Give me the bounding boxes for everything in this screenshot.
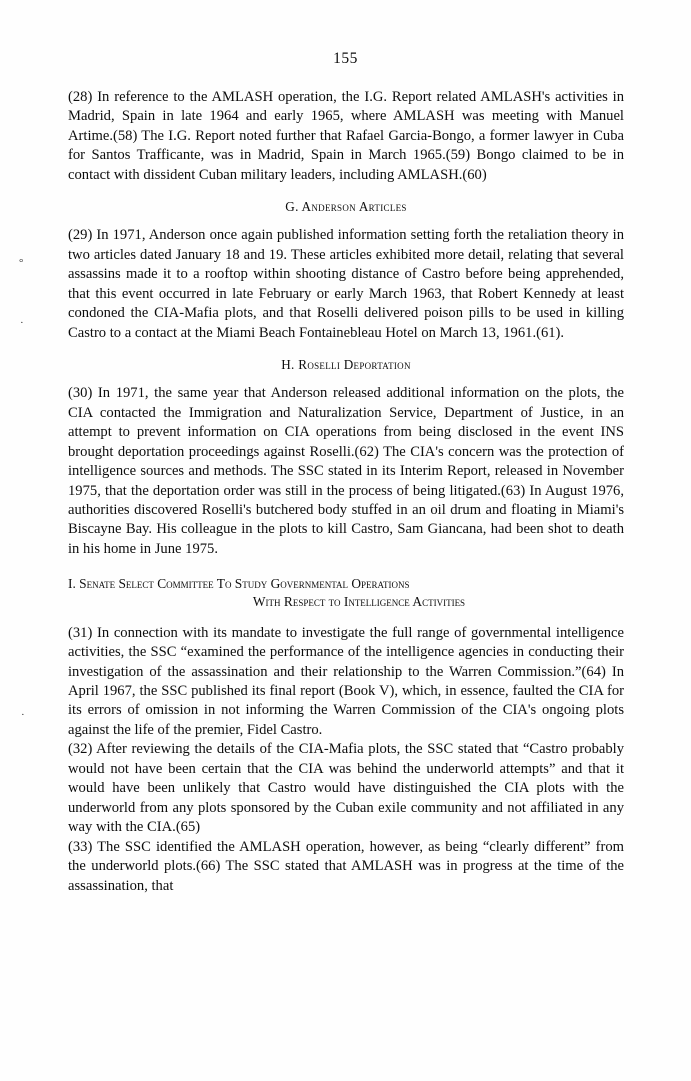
paragraph-30: (30) In 1971, the same year that Anderson released additional information on the plots, the CIA contacted the Immigration and Naturalization Service, Department of Justice, in an attempt to prevent information on CIA operations from being disclosed in the event INS brought deportation proceedings against Roselli.(62) The CIA's concern was the protection of intelligence sources and methods. The SSC stated in its Interim Report, released in November 1975, that the deportation order was still in the process of being litigated.(63) In August 1976, authorities discovered Roselli's butchered body stuffed in an oil drum and floating in Miami's Biscayne Bay. His colleague in the plots to kill Castro, Sam Giancana, had been shot to death in his home in June 1975. <box>68 385 624 557</box>
section-heading-i-line2: With Respect to Intelligence Activities <box>252 594 466 610</box>
section-heading-h: H. Roselli Deportation <box>281 357 411 373</box>
margin-mark-2: · <box>20 317 24 329</box>
paragraph-29: (29) In 1971, Anderson once again published information setting forth the retaliation theory in two articles dated January 18 and 19. These articles exhibited more detail, relating that several assassins made it to a rooftop within shooting distance of Castro before being apprehended, that this event occurred in late February or early March 1963, that Robert Kennedy at least condoned the CIA-Mafia plots, and that Roselli delivered poison pills to be used in killing Castro to a contact at the Miami Beach Fontainebleau Hotel on March 13, 1961.(61). <box>68 227 624 341</box>
page-body <box>68 88 624 896</box>
section-heading-i-line1: I. Senate Select Committee To Study Governmental Operations <box>68 576 410 592</box>
paragraph-28: (28) In reference to the AMLASH operation, the I.G. Report related AMLASH's activities in Madrid, Spain in late 1964 and early 1965, where AMLASH was meeting with Manuel Artime.(58) The I.G. Report noted further that Rafael Garcia-Bongo, a former lawyer in Cuba for Santos Trafficante, was in Madrid, Spain in March 1965.(59) Bongo claimed to be in contact with dissident Cuban military leaders, including AMLASH.(60) <box>68 89 624 183</box>
margin-mark-1: ° <box>19 257 24 269</box>
paragraph-31: (31) In connection with its mandate to investigate the full range of governmental intelligence activities, the SSC “examined the performance of the intelligence agencies in conducting their investigation of the assassination and their relationship to the Warren Commission.”(64) In April 1967, the SSC published its final report (Book V), which, in essence, faulted the CIA for its errors of omission in not informing the Warren Commission of the CIA's ongoing plots against the life of the premier, Fidel Castro. <box>68 624 624 738</box>
page-number: 155 <box>333 50 358 67</box>
margin-mark-3: · <box>21 709 25 721</box>
paragraph-32: (32) After reviewing the details of the CIA-Mafia plots, the SSC stated that “Castro probably would not have been certain that the CIA was behind the underworld attempts” and that it would have been unlikely that Castro would have distinguished the CIA plots with the underworld from any plots sponsored by the Cuban exile community and not affiliated in any way with the CIA.(65) <box>68 741 624 836</box>
paragraph-33: (33) The SSC identified the AMLASH operation, however, as being “clearly different” from the underworld plots.(66) The SSC stated that AMLASH was in progress at the time of the assassination, that <box>68 838 624 894</box>
margin-annotations <box>0 0 68 1081</box>
section-heading-i <box>68 575 624 611</box>
section-heading-g: G. Anderson Articles <box>285 199 407 215</box>
